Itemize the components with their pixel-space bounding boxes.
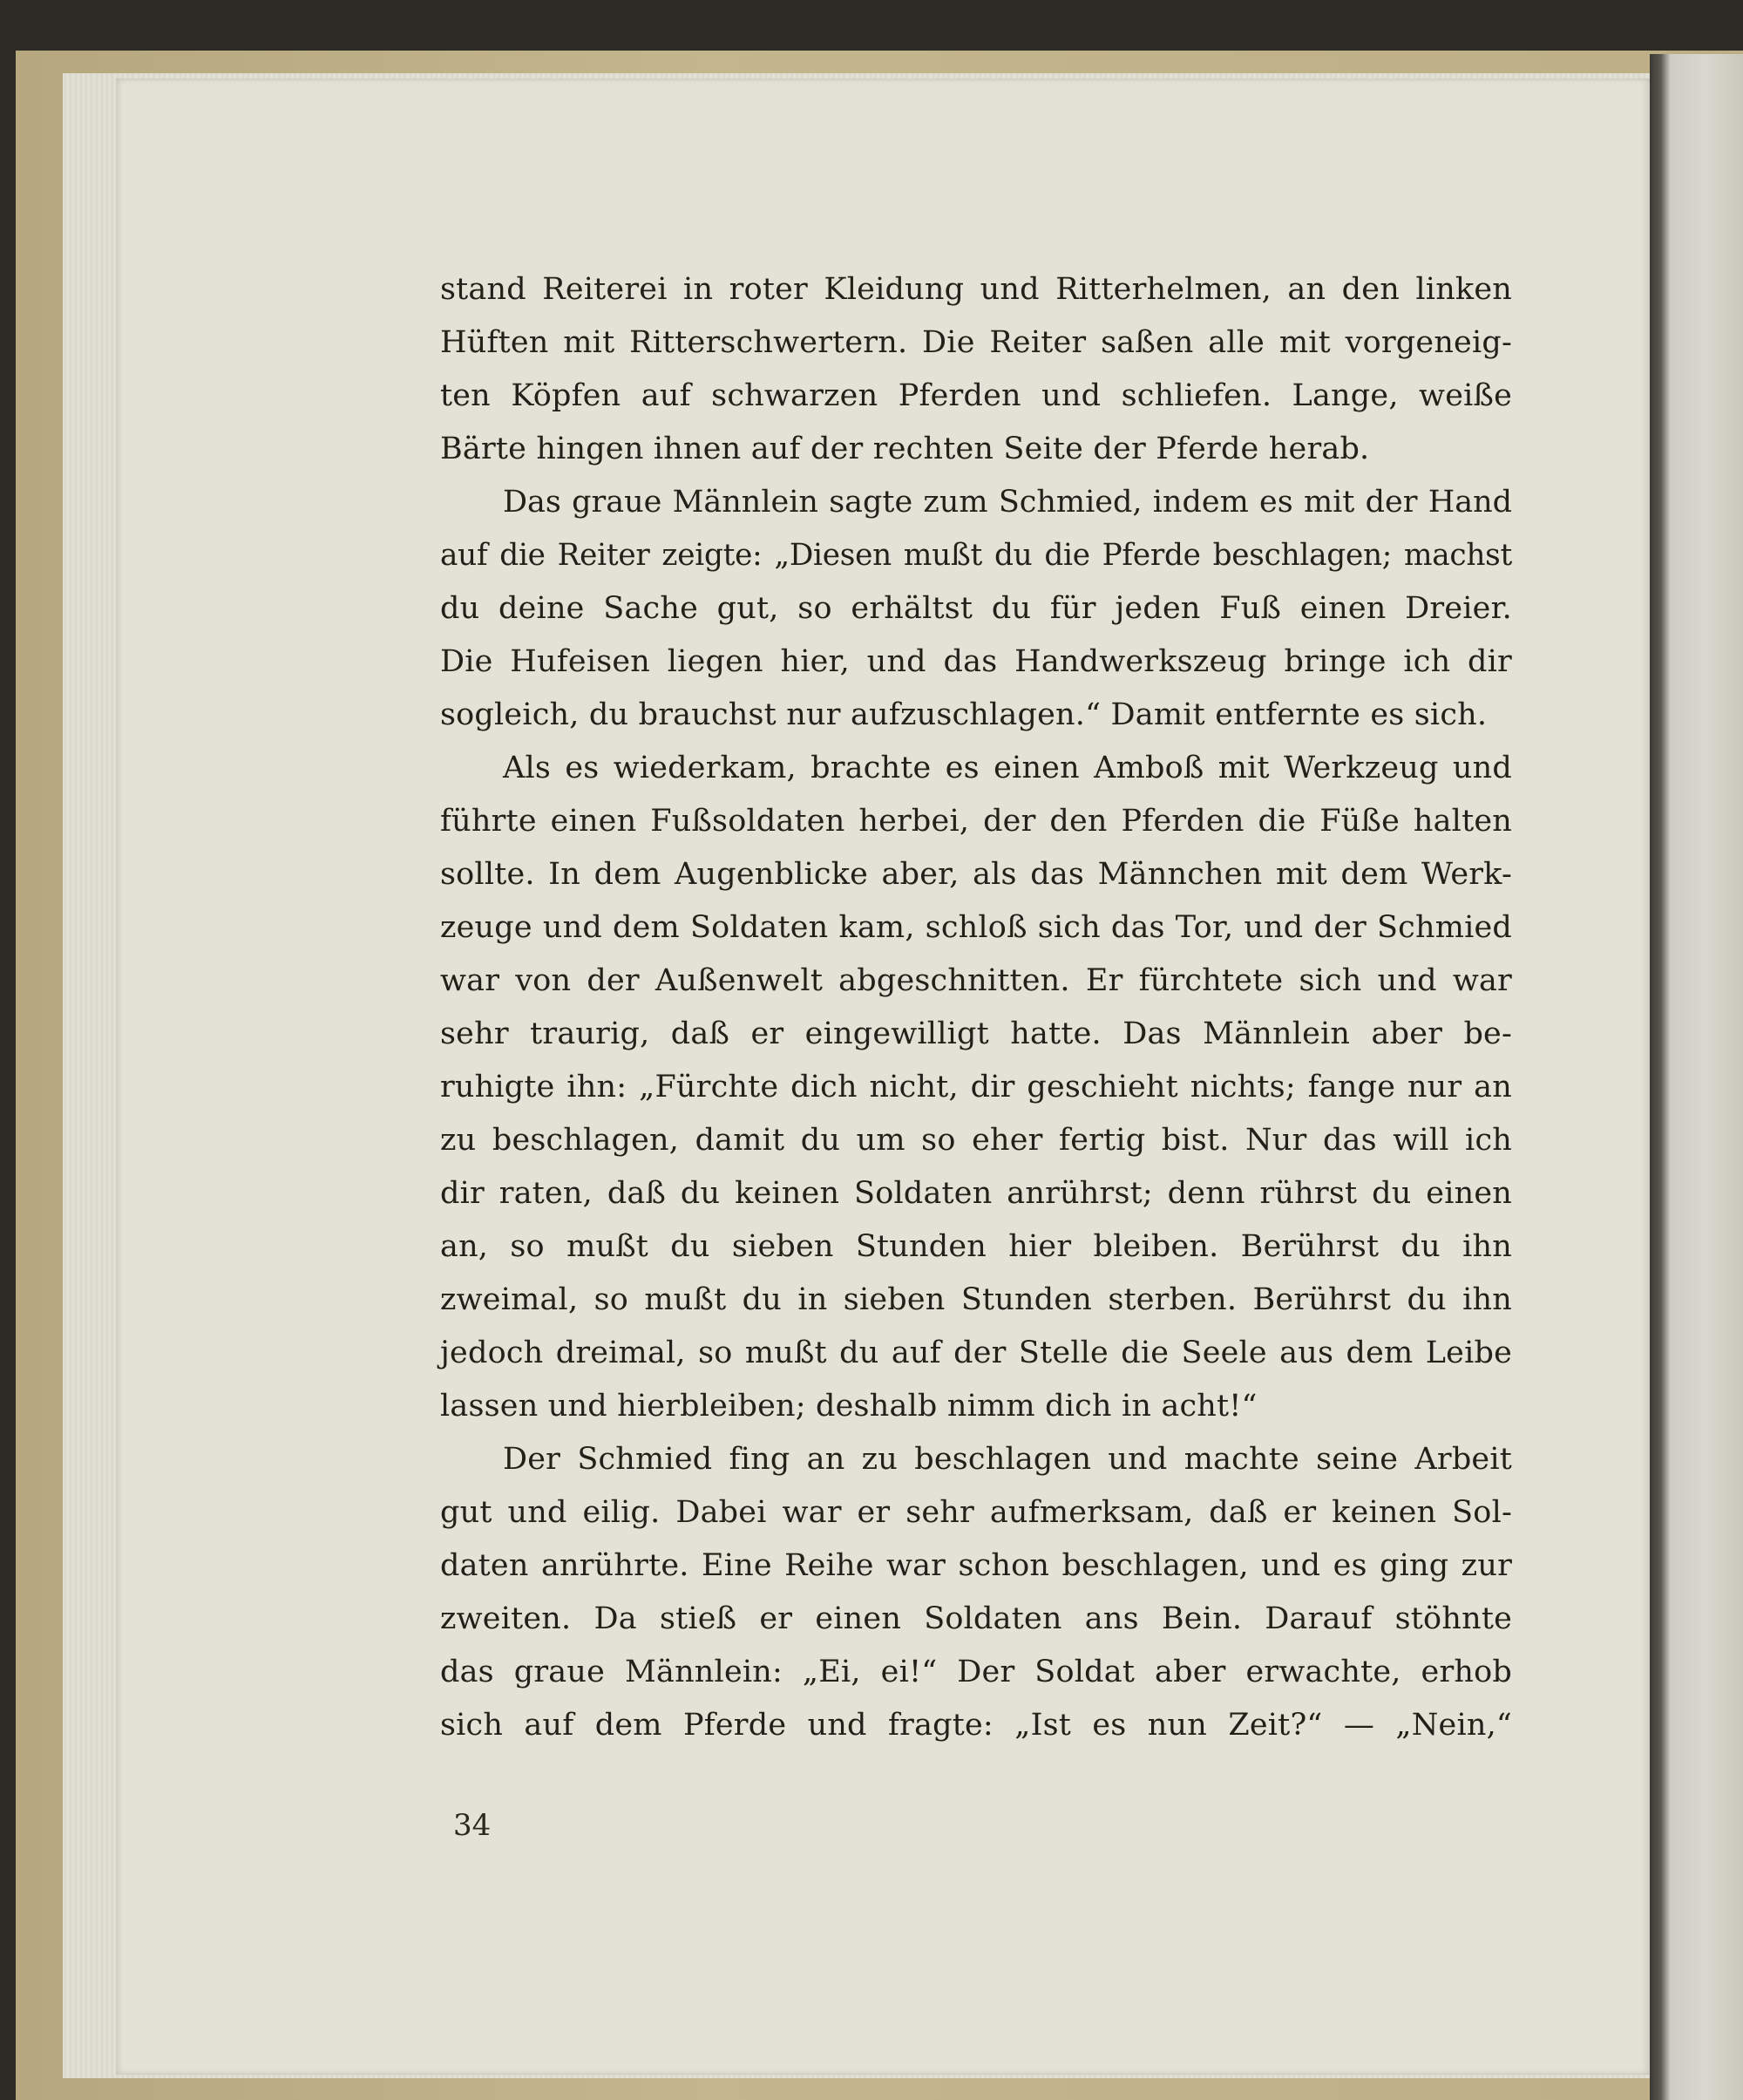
text-line: Bärte hingen ihnen auf der rechten Seite der Pferde herab. bbox=[440, 432, 1370, 466]
facing-page-edge bbox=[1650, 54, 1743, 2100]
text-line: Das graue Männlein sagte zum Schmied, indem es mit der Hand bbox=[503, 485, 1512, 520]
text-line: Hüften mit Ritterschwertern. Die Reiter saßen alle mit vorgeneig- bbox=[440, 325, 1512, 360]
text-line: ruhigte ihn: „Fürchte dich nicht, dir geschieht nichts; fange nur an bbox=[440, 1070, 1512, 1104]
text-line: lassen und hierbleiben; deshalb nimm dich in acht!“ bbox=[440, 1389, 1258, 1424]
text-line: sollte. In dem Augenblicke aber, als das Männchen mit dem Werk- bbox=[440, 857, 1512, 892]
text-line: das graue Männlein: „Ei, ei!“ Der Soldat aber erwachte, erhob bbox=[440, 1655, 1512, 1689]
text-line: Als es wiederkam, brachte es einen Amboß mit Werkzeug und bbox=[503, 751, 1512, 785]
text-line: sogleich, du brauchst nur aufzuschlagen.“ Damit entfernte es sich. bbox=[440, 697, 1488, 732]
page-number: 34 bbox=[453, 1808, 492, 1843]
text-line: sehr traurig, daß er eingewilligt hatte. Das Männlein aber be- bbox=[440, 1016, 1512, 1051]
text-line: auf die Reiter zeigte: „Diesen mußt du die Pferde beschlagen; machst bbox=[440, 538, 1512, 573]
paragraph-2 bbox=[440, 476, 1512, 742]
paragraph-4 bbox=[440, 1433, 1512, 1752]
text-line: an, so mußt du sieben Stunden hier bleiben. Berührst du ihn bbox=[440, 1229, 1512, 1264]
text-line: dir raten, daß du keinen Soldaten anrührst; denn rührst du einen bbox=[440, 1176, 1512, 1211]
text-line: jedoch dreimal, so mußt du auf der Stelle die Seele aus dem Leibe bbox=[440, 1335, 1512, 1370]
text-line: zweiten. Da stieß er einen Soldaten ans Bein. Darauf stöhnte bbox=[440, 1601, 1512, 1636]
paragraph-1 bbox=[440, 263, 1512, 476]
text-line: du deine Sache gut, so erhältst du für jeden Fuß einen Dreier. bbox=[440, 591, 1512, 626]
text-line: Die Hufeisen liegen hier, und das Handwerkszeug bringe ich dir bbox=[440, 644, 1512, 679]
text-line: war von der Außenwelt abgeschnitten. Er fürchtete sich und war bbox=[440, 963, 1512, 998]
text-line: führte einen Fußsoldaten herbei, der den Pferden die Füße halten bbox=[440, 804, 1512, 839]
paragraph-3 bbox=[440, 742, 1512, 1433]
text-line: zu beschlagen, damit du um so eher fertig bist. Nur das will ich bbox=[440, 1123, 1512, 1158]
text-line: Der Schmied fing an zu beschlagen und machte seine Arbeit bbox=[503, 1442, 1512, 1477]
text-line: gut und eilig. Dabei war er sehr aufmerksam, daß er keinen Sol- bbox=[440, 1495, 1512, 1530]
text-line: stand Reiterei in roter Kleidung und Ritterhelmen, an den linken bbox=[440, 272, 1512, 307]
text-line: zeuge und dem Soldaten kam, schloß sich das Tor, und der Schmied bbox=[440, 910, 1512, 945]
text-line: daten anrührte. Eine Reihe war schon beschlagen, und es ging zur bbox=[440, 1548, 1512, 1583]
page-text bbox=[440, 263, 1512, 1752]
text-line: sich auf dem Pferde und fragte: „Ist es nun Zeit?“ — „Nein,“ bbox=[440, 1708, 1512, 1743]
text-line: zweimal, so mußt du in sieben Stunden sterben. Berührst du ihn bbox=[440, 1282, 1512, 1317]
text-line: ten Köpfen auf schwarzen Pferden und schliefen. Lange, weiße bbox=[440, 378, 1512, 413]
